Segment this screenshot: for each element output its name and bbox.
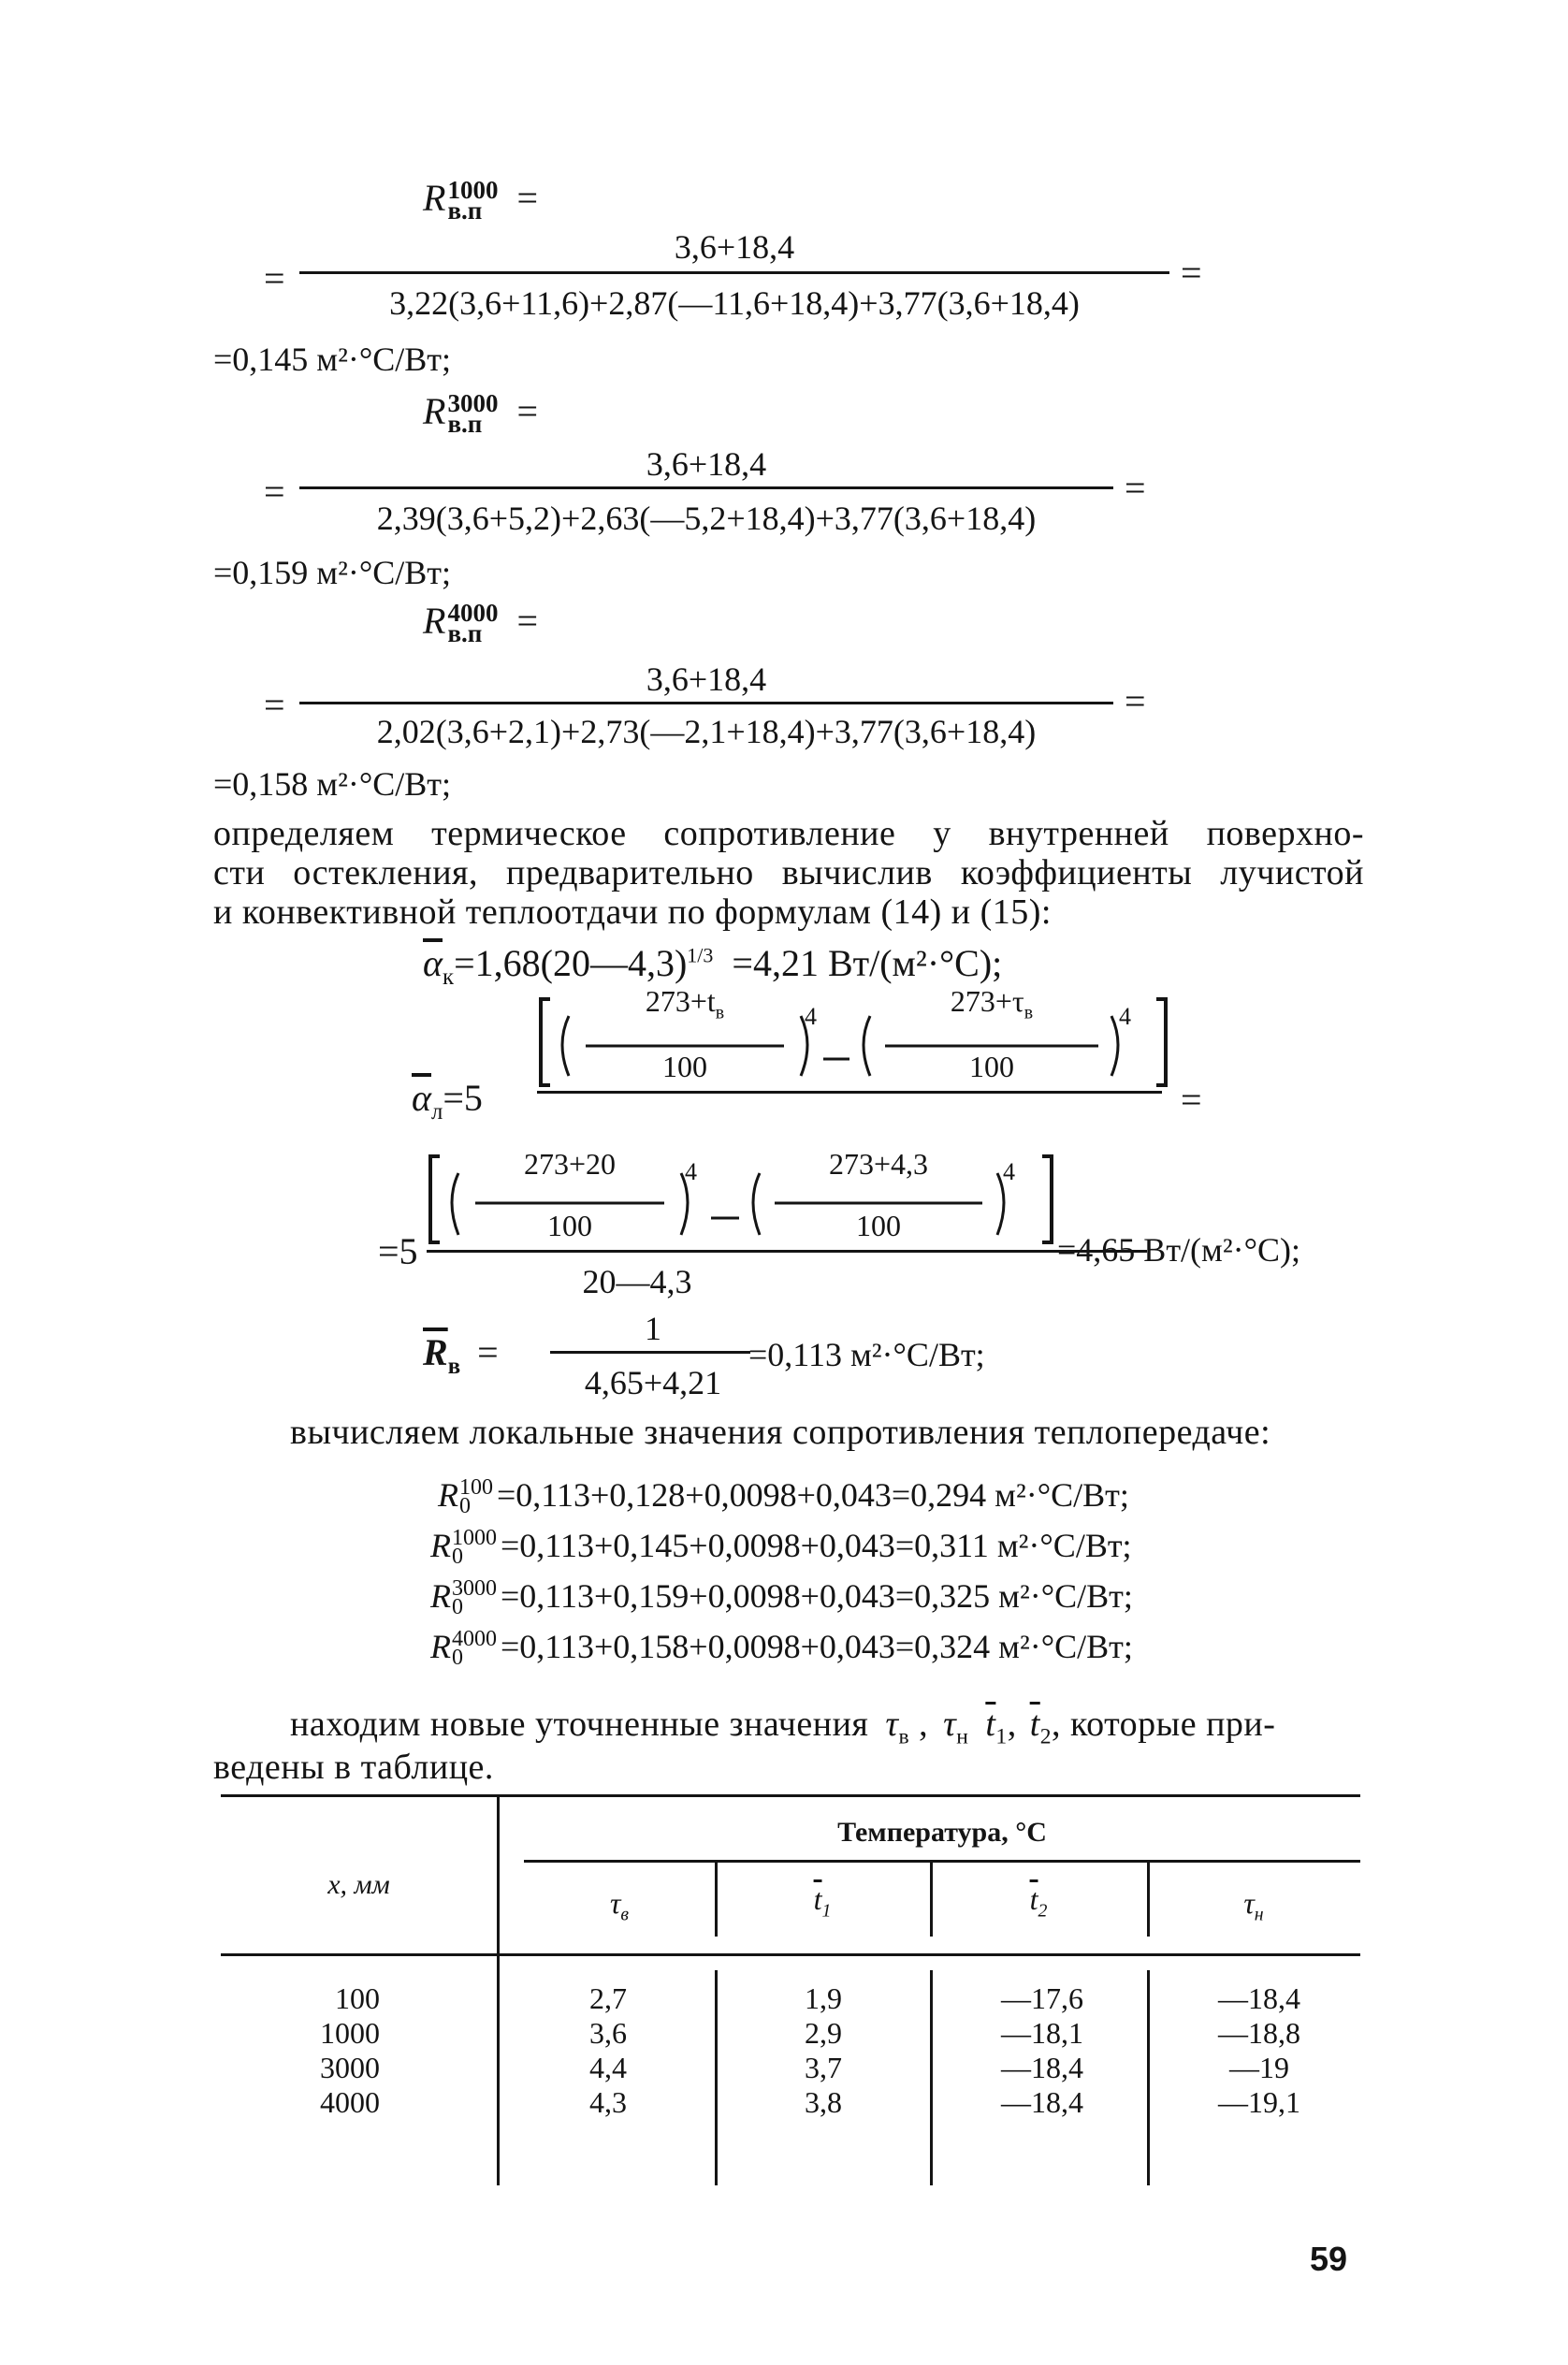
alpha-l2-num1: 273+20 (523, 1147, 617, 1181)
table-cell: 1,9 (805, 1981, 842, 2015)
table-cell: —19 (1229, 2051, 1289, 2084)
table-col-t2 (958, 1981, 1126, 2120)
table-cell: —18,8 (1218, 2016, 1300, 2050)
left-paren-3 (452, 1173, 458, 1235)
table-cell: 4,4 (589, 2051, 627, 2084)
table-col-tau-v (524, 1981, 692, 2120)
eq3-fraction-bar (299, 702, 1113, 704)
table-col-tau-n (1175, 1981, 1343, 2120)
alpha-l2-den2: 100 (856, 1209, 901, 1242)
eq2-numerator: 3,6+18,4 (646, 445, 767, 483)
right-paren-2 (1111, 1016, 1118, 1076)
table-cell: 2,7 (589, 1981, 627, 2015)
rv-denominator: 4,65+4,21 (584, 1364, 722, 1401)
eq3-trail-eq: = (1125, 680, 1146, 722)
alpha-l-pow2: 4 (1119, 1003, 1131, 1030)
eq3-denominator: 2,02(3,6+2,1)+2,73(—2,1+18,4)+3,77(3,6+18,4) (376, 713, 1037, 750)
table-cell: 1000 (320, 2016, 380, 2050)
rv-lhs: $\overline{R}_в$ = (423, 1331, 499, 1379)
table-vline-1-body (715, 1970, 718, 2185)
alpha-l2-num2: 273+4,3 (828, 1147, 929, 1181)
alpha-l2-den1: 100 (547, 1209, 592, 1242)
table-header-tau-v: $\tau_в$ (609, 1886, 630, 1925)
left-square-bracket (541, 999, 550, 1085)
alpha-l2-pow1: 4 (685, 1158, 697, 1185)
table-vline-x-body (497, 1989, 500, 2185)
eq3-lhs: R 4000 в.п = (423, 599, 538, 647)
eq1-lhs: R 1000 в.п = (423, 176, 538, 225)
eq1-trail-eq: = (1181, 252, 1202, 294)
table-col-t1 (739, 1981, 907, 2120)
right-square-bracket (1156, 999, 1166, 1085)
alpha-l2-denominator: 20—4,3 (582, 1263, 692, 1300)
table-col-x (221, 1981, 380, 2120)
alpha-l-num2: $273+\tau_в$ (950, 984, 1034, 1023)
paragraph-refined-values: находим новые уточненные значения $\tau_в$ , $\tau_н$ $\overline{t}_1$, $\overline{t}_2$, которые при- (290, 1705, 1276, 1749)
table-cell: 3,7 (805, 2051, 842, 2084)
alpha-k-formula: $\overline{\alpha}_к=1,68(20—4,3)^{1/3} =4,21$ Вт/(м²·°С); (423, 942, 1003, 990)
alpha-l-num1: $273+t_в$ (645, 984, 725, 1023)
table-cell: —18,4 (1001, 2051, 1083, 2084)
table-header-t1: $\overline{t}_1$ (813, 1882, 832, 1922)
eq2-result: =0,159 м²·°С/Вт; (213, 554, 452, 591)
alpha-l-trail-eq: = (1181, 1079, 1202, 1121)
table-header-t2: $\overline{t}_2$ (1029, 1882, 1048, 1922)
left-paren-4 (753, 1173, 760, 1235)
eq1-denominator: 3,22(3,6+11,6)+2,87(—11,6+18,4)+3,77(3,6+18,4) (389, 284, 1080, 322)
table-cell: 3,8 (805, 2085, 842, 2119)
alpha-l-pow1: 4 (805, 1003, 817, 1030)
r0-row-4000: R 4000 0 =0,113+0,158+0,0098+0,043=0,324 м²·°С/Вт; (430, 1627, 1133, 1670)
eq1-lead-eq: = (264, 257, 285, 299)
table-top-rule (221, 1794, 1360, 1797)
table-cell: —18,1 (1001, 2016, 1083, 2050)
right-square-bracket-2 (1042, 1156, 1052, 1242)
r0-row-100: R 100 0 =0,113+0,128+0,0098+0,043=0,294 м²·°С/Вт; (438, 1475, 1129, 1518)
eq2-denominator: 2,39(3,6+5,2)+2,63(—5,2+18,4)+3,77(3,6+18,4) (376, 500, 1037, 537)
rv-fraction-bar (550, 1351, 750, 1354)
alpha-l2-coef: =5 (378, 1230, 418, 1272)
eq3-result: =0,158 м²·°С/Вт; (213, 765, 452, 803)
rv-result: =0,113 м²·°С/Вт; (748, 1336, 985, 1373)
eq3-lead-eq: = (264, 684, 285, 726)
eq1-result: =0,145 м²·°С/Вт; (213, 341, 452, 378)
table-cell: 100 (335, 1981, 380, 2015)
alpha-l2-result: =4,65 Вт/(м²·°С); (1057, 1231, 1300, 1269)
table-cell: 2,9 (805, 2016, 842, 2050)
eq2-lead-eq: = (264, 471, 285, 513)
table-cell: —19,1 (1218, 2085, 1300, 2119)
eq3-numerator: 3,6+18,4 (646, 660, 767, 698)
left-paren-2 (864, 1016, 870, 1076)
alpha-l2-pow2: 4 (1003, 1158, 1015, 1185)
alpha-l-lhs: $\overline{\alpha}_л=5$ (412, 1077, 483, 1124)
eq2-lhs: R 3000 в.п = (423, 389, 538, 438)
table-cell: 3000 (320, 2051, 380, 2084)
table-cell: —18,4 (1001, 2085, 1083, 2119)
eq2-fraction-bar (299, 486, 1113, 489)
page-number: 59 (1310, 2240, 1348, 2278)
left-paren-1 (562, 1016, 569, 1076)
table-cell: 3,6 (589, 2016, 627, 2050)
eq1-fraction-bar (299, 271, 1169, 274)
alpha-l-den2: 100 (969, 1050, 1014, 1083)
paragraph-refined-values-line2: ведены в таблице. (213, 1748, 494, 1787)
alpha-l-main-fraction-bar (537, 1091, 1162, 1094)
paragraph-thermal-resistance: определяем термическое сопротивление у внутренней поверхно- сти остекления, предварительно вычислив коэффициенты лучистой и конвективной теплоотдачи по формулам (14) и (15): (213, 814, 1364, 932)
r0-row-1000: R 1000 0 =0,113+0,145+0,0098+0,043=0,311 м²·°С/Вт; (430, 1526, 1132, 1569)
table-header-tau-n: $\tau_н$ (1243, 1886, 1264, 1925)
table-group-rule (524, 1860, 1360, 1863)
table-cell: 4000 (320, 2085, 380, 2119)
alpha-l-den1: 100 (662, 1050, 707, 1083)
paragraph-local-values: вычисляем локальные значения сопротивления теплопередаче: (290, 1413, 1271, 1452)
table-header-x: x, мм (327, 1869, 390, 1900)
rv-numerator: 1 (645, 1310, 661, 1347)
eq2-trail-eq: = (1125, 467, 1146, 509)
table-cell: —18,4 (1218, 1981, 1300, 2015)
table-cell: 4,3 (589, 2085, 627, 2119)
table-header-group: Температура, °С (837, 1817, 1047, 1848)
alpha-l2-main-fraction-bar (427, 1250, 1147, 1253)
table-vline-3-body (1147, 1970, 1150, 2185)
table-vline-2-body (930, 1970, 933, 2185)
eq1-numerator: 3,6+18,4 (674, 228, 795, 266)
left-square-bracket-2 (430, 1156, 440, 1242)
r0-row-3000: R 3000 0 =0,113+0,159+0,0098+0,043=0,325 м²·°С/Вт; (430, 1576, 1133, 1619)
table-cell: —17,6 (1001, 1981, 1083, 2015)
table-header-bottom-rule (221, 1953, 1360, 1956)
